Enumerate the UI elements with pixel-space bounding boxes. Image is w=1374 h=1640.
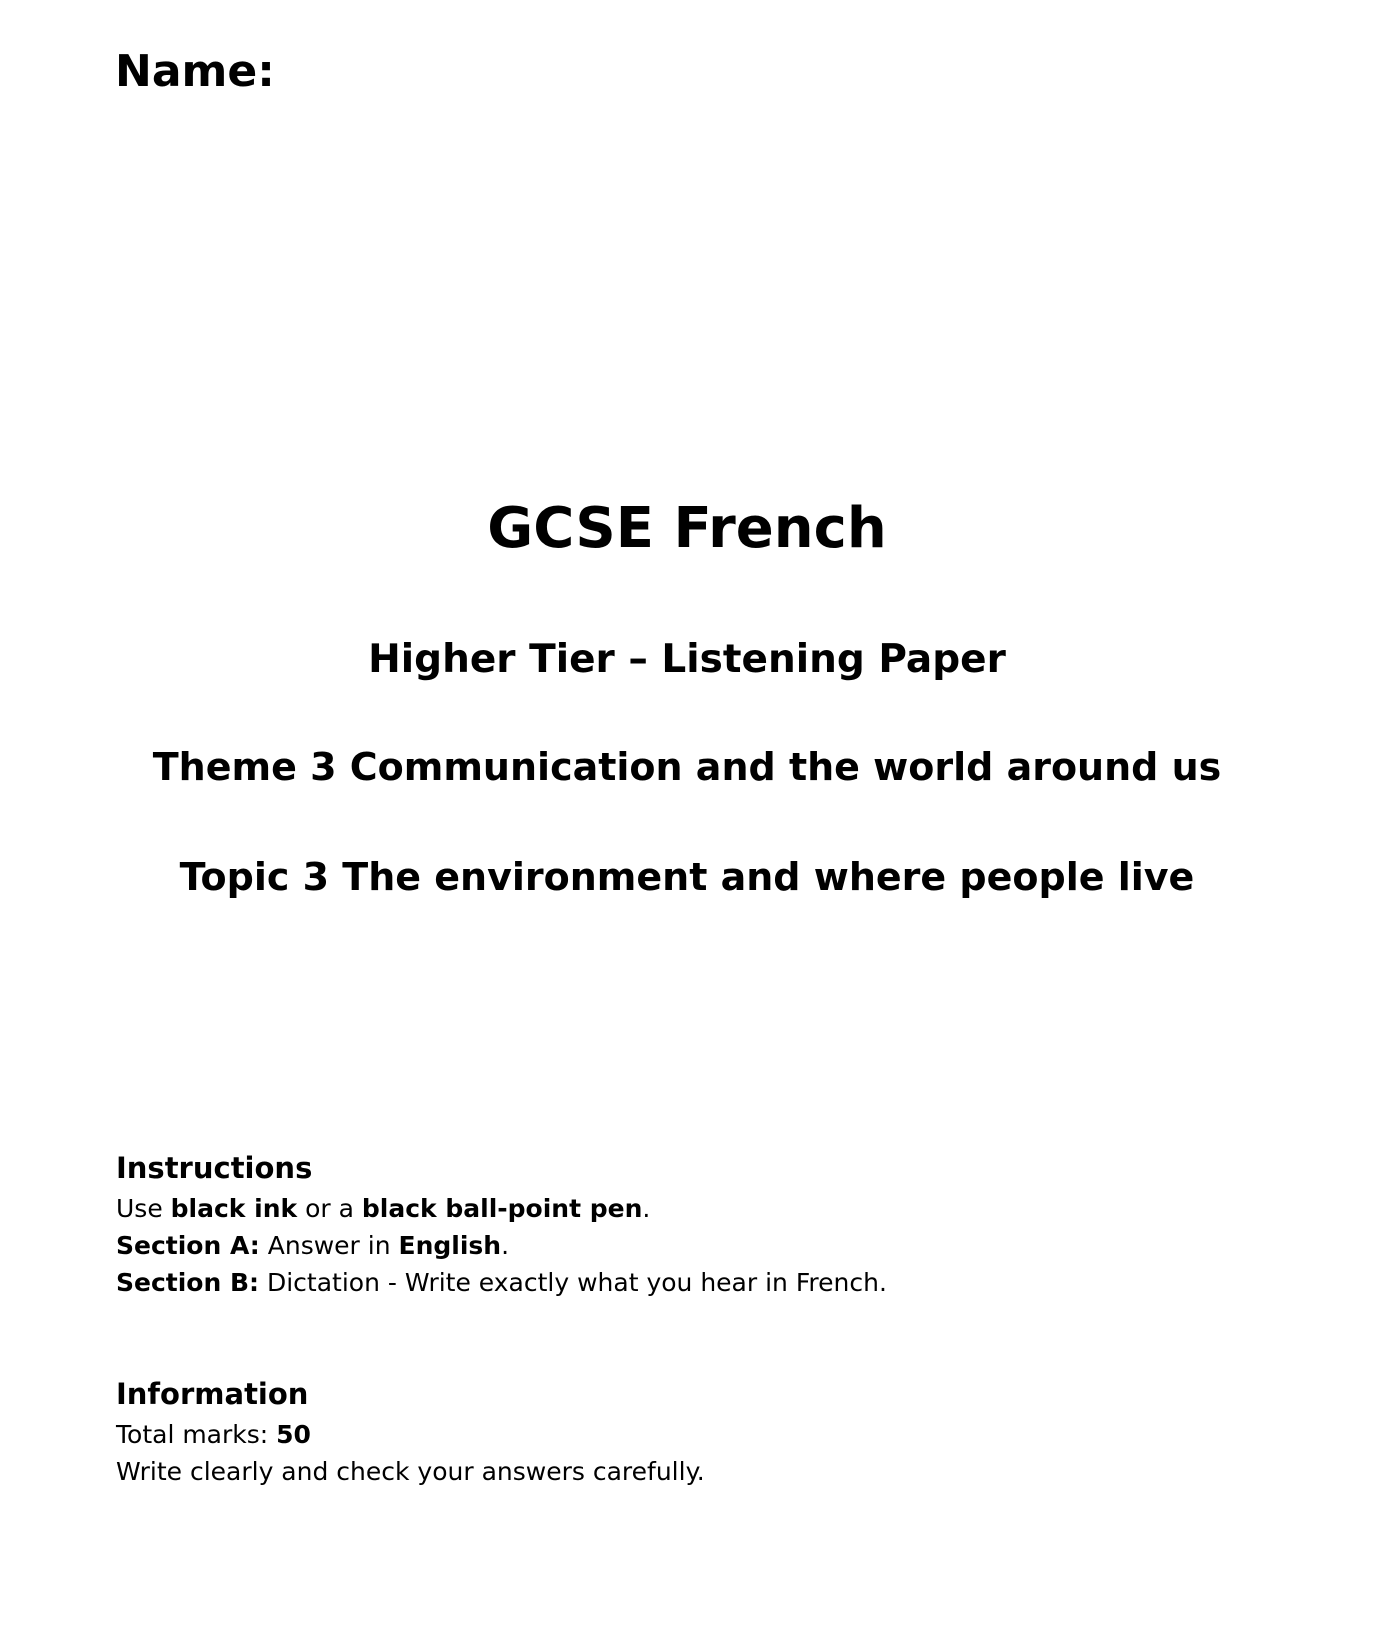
name-label: Name: [115, 46, 275, 97]
instructions-section [116, 1150, 1266, 1301]
instruction-text: or a [297, 1194, 362, 1224]
instructions-heading: Instructions [116, 1151, 313, 1185]
tier-heading: Higher Tier – Listening Paper [368, 637, 1006, 682]
information-text: Total marks: [116, 1420, 277, 1450]
instruction-emphasis: Section A: [116, 1231, 260, 1261]
instruction-line-section-a [116, 1227, 1266, 1264]
instruction-line-ink [116, 1190, 1266, 1227]
instruction-text: . [642, 1194, 651, 1224]
instruction-text: Dictation - Write exactly what you hear in French. [259, 1268, 887, 1298]
information-line-marks [116, 1416, 1266, 1453]
total-marks-value: 50 [276, 1420, 311, 1450]
instruction-emphasis: black ink [170, 1194, 298, 1224]
instruction-text: Use [116, 1194, 171, 1224]
page-title: GCSE French [487, 496, 887, 561]
information-line-advice: Write clearly and check your answers carefully. [116, 1457, 705, 1487]
instruction-emphasis: English [398, 1231, 502, 1261]
instruction-emphasis: Section B: [116, 1268, 260, 1298]
instruction-emphasis: black ball-point pen [361, 1194, 643, 1224]
theme-heading: Theme 3 Communication and the world around us [152, 745, 1222, 789]
instruction-text: Answer in [259, 1231, 399, 1261]
information-section [116, 1376, 1266, 1490]
information-heading: Information [116, 1377, 309, 1411]
topic-heading: Topic 3 The environment and where people live [179, 855, 1195, 899]
instruction-text: . [501, 1231, 510, 1261]
instruction-line-section-b [116, 1264, 1266, 1301]
